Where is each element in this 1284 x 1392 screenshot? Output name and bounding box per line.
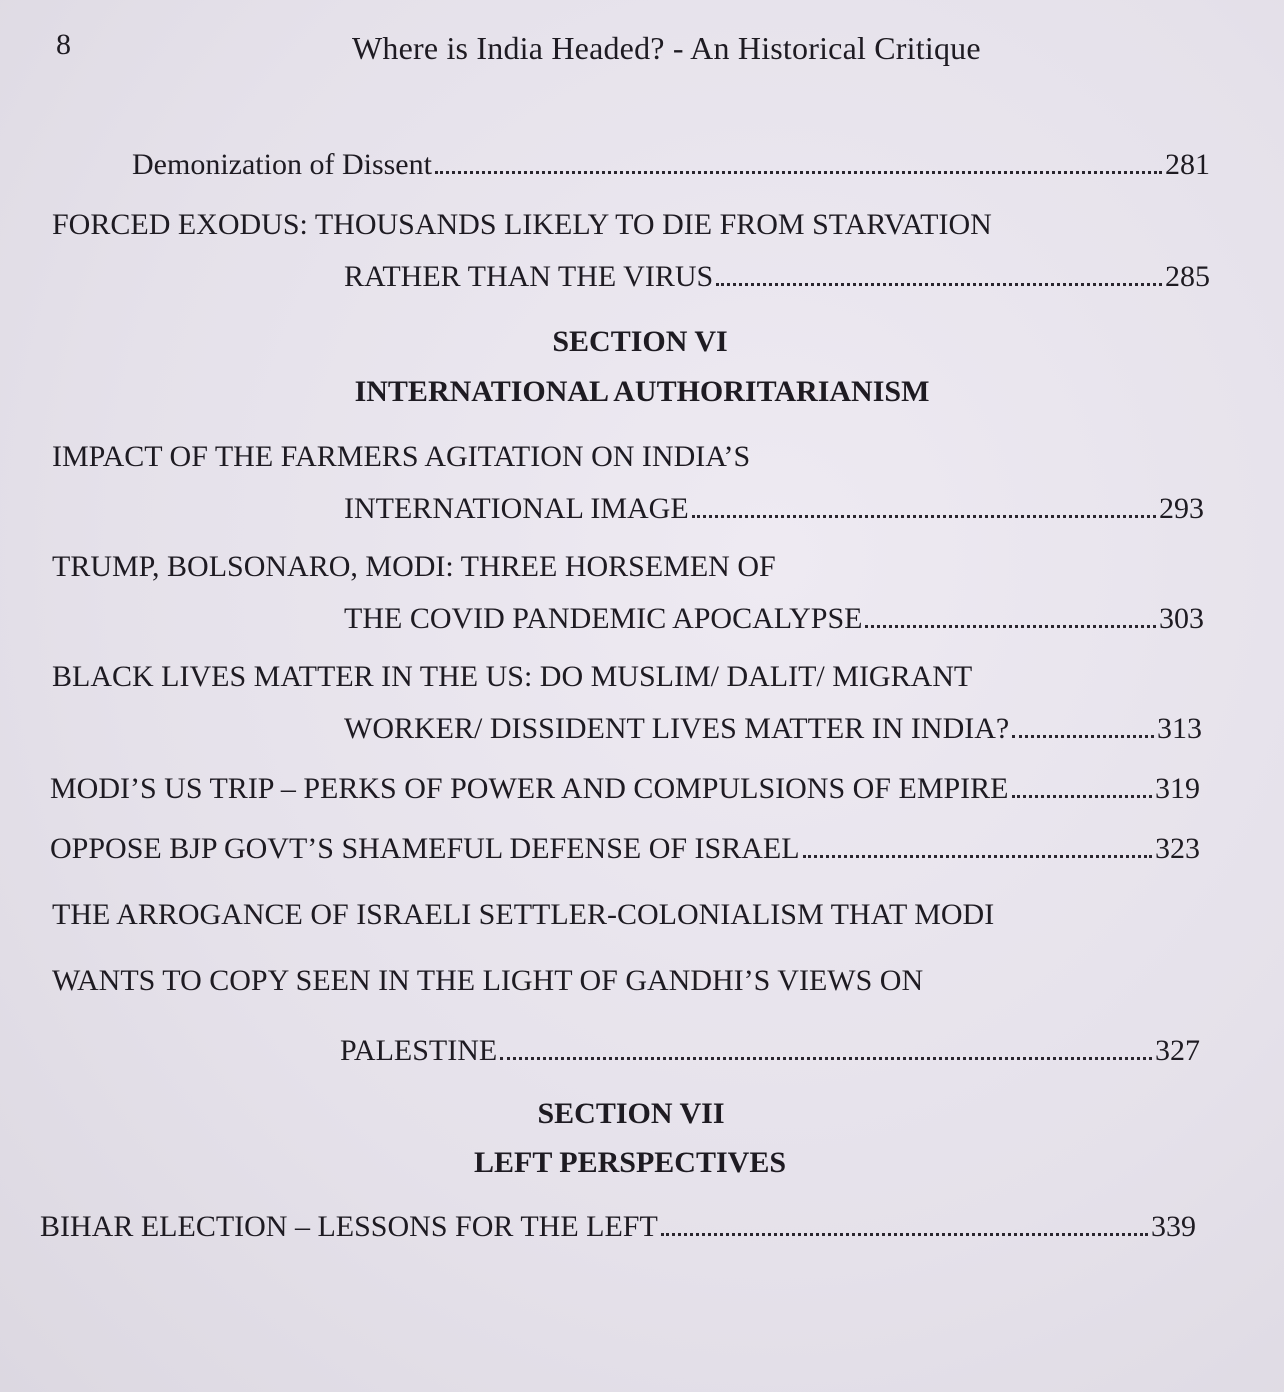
section-label: SECTION VI — [552, 325, 728, 358]
toc-entry-blm — [344, 712, 1202, 746]
running-header: Where is India Headed? - An Historical Critique — [352, 30, 981, 66]
toc-entry-title: Demonization of Dissent — [132, 148, 432, 181]
toc-entry-arrogance — [340, 1034, 1200, 1068]
toc-page-number: 339 — [1151, 1210, 1196, 1243]
page-number: 8 — [56, 28, 71, 61]
toc-entry-demonization — [132, 148, 1210, 182]
toc-entry-title: PALESTINE — [340, 1034, 498, 1067]
toc-entry-trump-line1: TRUMP, BOLSONARO, MODI: THREE HORSEMEN OF — [52, 550, 776, 583]
toc-page-number: 293 — [1159, 492, 1204, 525]
section-title: INTERNATIONAL AUTHORITARIANISM — [354, 375, 930, 408]
section-title: LEFT PERSPECTIVES — [473, 1146, 787, 1179]
toc-entry-title: OPPOSE BJP GOVT’S SHAMEFUL DEFENSE OF ISRAEL — [50, 832, 800, 865]
dot-leader — [1012, 735, 1154, 738]
toc-page-number: 285 — [1165, 260, 1210, 293]
toc-entry-title: THE COVID PANDEMIC APOCALYPSE — [344, 602, 863, 635]
toc-entry-title: MODI’S US TRIP – PERKS OF POWER AND COMPULSIONS OF EMPIRE — [50, 772, 1009, 805]
dot-leader — [1012, 795, 1152, 798]
toc-entry-title: WORKER/ DISSIDENT LIVES MATTER IN INDIA? — [344, 712, 1010, 745]
toc-entry-farmers — [344, 492, 1204, 526]
toc-entry-forced-exodus — [344, 260, 1210, 294]
dot-leader — [661, 1233, 1148, 1236]
toc-entry-title: RATHER THAN THE VIRUS — [344, 260, 714, 293]
toc-entry-trump — [344, 602, 1204, 636]
dot-leader — [716, 283, 1162, 286]
toc-page-number: 281 — [1165, 148, 1210, 181]
toc-entry-farmers-line1: IMPACT OF THE FARMERS AGITATION ON INDIA’S — [52, 440, 751, 473]
toc-entry-blm-line1: BLACK LIVES MATTER IN THE US: DO MUSLIM/ DALIT/ MIGRANT — [52, 660, 973, 693]
toc-entry-title: INTERNATIONAL IMAGE — [344, 492, 689, 525]
dot-leader — [803, 855, 1152, 858]
toc-entry-title: BIHAR ELECTION – LESSONS FOR THE LEFT — [40, 1210, 658, 1243]
toc-entry-us-trip — [50, 772, 1200, 806]
toc-entry-bihar — [40, 1210, 1196, 1244]
toc-page-number: 323 — [1155, 832, 1200, 865]
toc-page-number: 319 — [1155, 772, 1200, 805]
section-label: SECTION VII — [537, 1097, 725, 1130]
dot-leader — [435, 171, 1162, 174]
toc-entry-arrogance-line1: THE ARROGANCE OF ISRAELI SETTLER-COLONIALISM THAT MODI — [52, 898, 995, 931]
toc-entry-israel — [50, 832, 1200, 866]
toc-entry-forced-exodus-line1: FORCED EXODUS: THOUSANDS LIKELY TO DIE FROM STARVATION — [52, 208, 992, 241]
toc-page-number: 313 — [1157, 712, 1202, 745]
toc-page-number: 303 — [1159, 602, 1204, 635]
toc-page-number: 327 — [1155, 1034, 1200, 1067]
dot-leader — [692, 515, 1156, 518]
dot-leader — [500, 1057, 1152, 1060]
dot-leader — [865, 625, 1156, 628]
toc-entry-arrogance-line2: WANTS TO COPY SEEN IN THE LIGHT OF GANDHI’S VIEWS ON — [52, 964, 924, 997]
